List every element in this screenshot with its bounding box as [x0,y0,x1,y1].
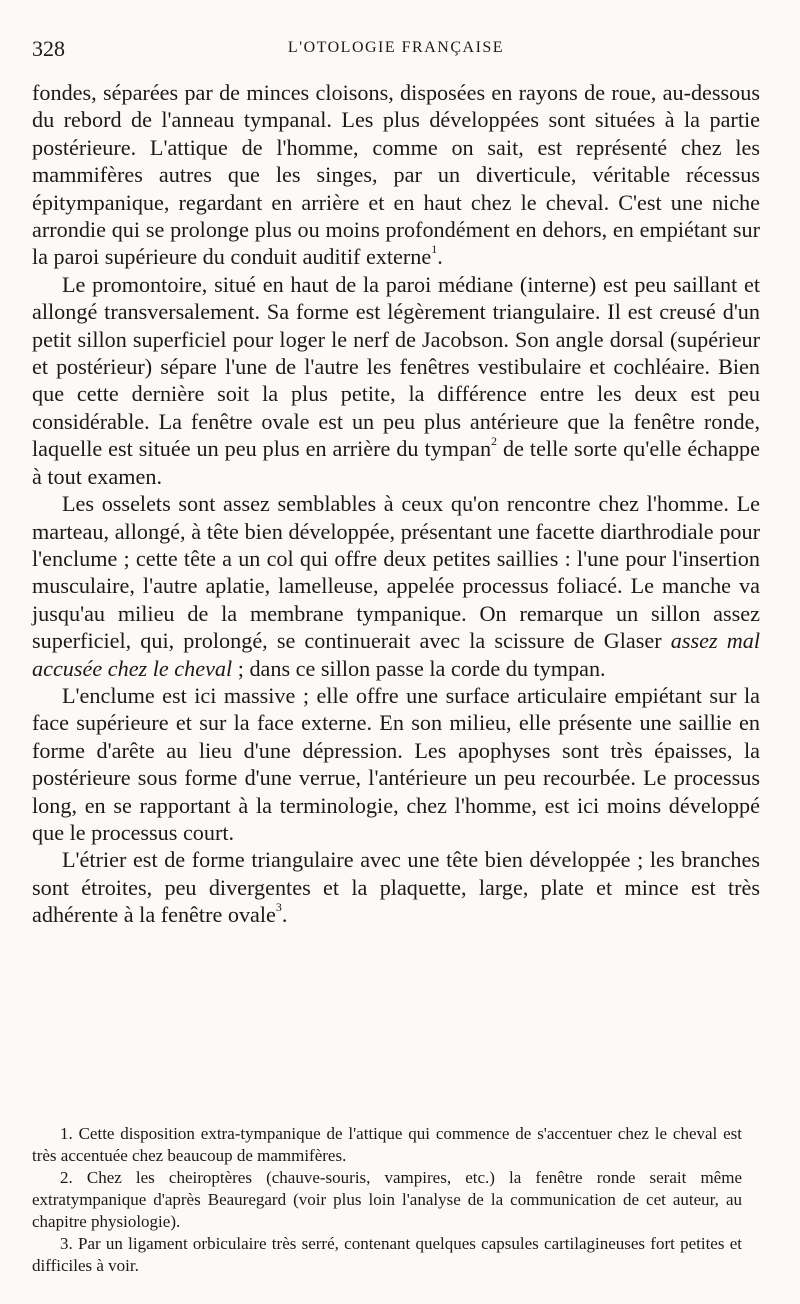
paragraph-enclume: L'enclume est ici massive ; elle offre une surface articulaire empiétant sur la face supérieure et sur la face externe. En son milieu, elle présente une saillie en forme d'arête au lieu d'une dépression. Les apophyses sont très épaisses, la postérieure sous forme d'une verrue, l'antérieure un peu recourbée. Le processus long, en se rapportant à la terminologie, chez l'homme, est ici moins développé que le processus court. [32,682,760,845]
paragraph-etrier: L'étrier est de forme triangulaire avec une tête bien développée ; les branches sont étroites, peu divergentes et la plaquette, large, plate et mince est très adhérente à la fenêtre ovale$^3$. [32,847,760,928]
footnote-ref-3: 3 [275,900,282,915]
paragraph-osselets: Les osselets sont assez semblables à ceux qu'on rencontre chez l'homme. Le marteau, allongé, à tête bien développée, présentant une facette diarthrodiale pour l'enclume ; cette tête a un col qui offre deux petites saillies : l'une pour l'insertion musculaire, l'autre aplatie, lamelleuse, appelée processus foliacé. Le manche va jusqu'au milieu de la membrane tympanique. On remarque un sillon assez superficiel, qui, prolongé, se continuerait avec la scissure de Glaser assez mal accusée chez le cheval ; dans ce sillon passe la corde du tympan. [32,491,760,681]
footnote-3: 3. Par un ligament orbiculaire très serré, contenant quelques capsules cartilagineuses fort petites et difficiles à voir. [32,1234,742,1275]
footnote-1: 1. Cette disposition extra-tympanique de l'attique qui commence de s'accentuer chez le cheval est très accentuée chez beaucoup de mammifères. [32,1124,742,1165]
page-number: 328 [32,36,65,61]
page-header [32,36,760,66]
italic-phrase: assez mal accusée chez le cheval [32,628,760,681]
footnote-ref-1: 1 [431,242,438,257]
running-title: L'OTOLOGIE FRANÇAISE [287,39,505,56]
paragraph-promontoire: Le promontoire, situé en haut de la paroi médiane (interne) est peu saillant et allongé transversalement. Sa forme est légèrement triangulaire. Il est creusé d'un petit sillon superficiel pour loger le nerf de Jacobson. Son angle dorsal (supérieur et postérieur) sépare l'une de l'autre les fenêtres vestibulaire et cochléaire. Bien que cette dernière soit la plus petite, la différence entre les deux est peu considérable. La fenêtre ovale est un peu plus antérieure que la fenêtre ronde, laquelle est située un peu plus en arrière du tympan$^2$ de telle sorte qu'elle échappe à tout examen. [32,271,760,489]
footnotes [32,1123,742,1277]
footnote-ref-2: 2 [491,434,498,449]
footnote-2: 2. Chez les cheiroptères (chauve-souris, vampires, etc.) la fenêtre ronde serait même extratympanique d'après Beauregard (voir plus loin l'analyse de la communication de cet auteur, au chapitre physiologie). [32,1168,742,1231]
body-text [32,79,760,929]
paragraph-continuation: fondes, séparées par de minces cloisons, disposées en rayons de roue, au-dessous du rebord de l'anneau tympanal. Les plus développées sont situées à la partie postérieure. L'attique de l'homme, comme on sait, est représenté chez les mammifères autres que les singes, par un diverticule, véritable récessus épitympanique, regardant en arrière et en haut chez le cheval. C'est une niche arrondie qui se prolonge plus ou moins profondément en dehors, en empiétant sur la paroi supérieure du conduit auditif externe$^1$. [32,80,760,270]
